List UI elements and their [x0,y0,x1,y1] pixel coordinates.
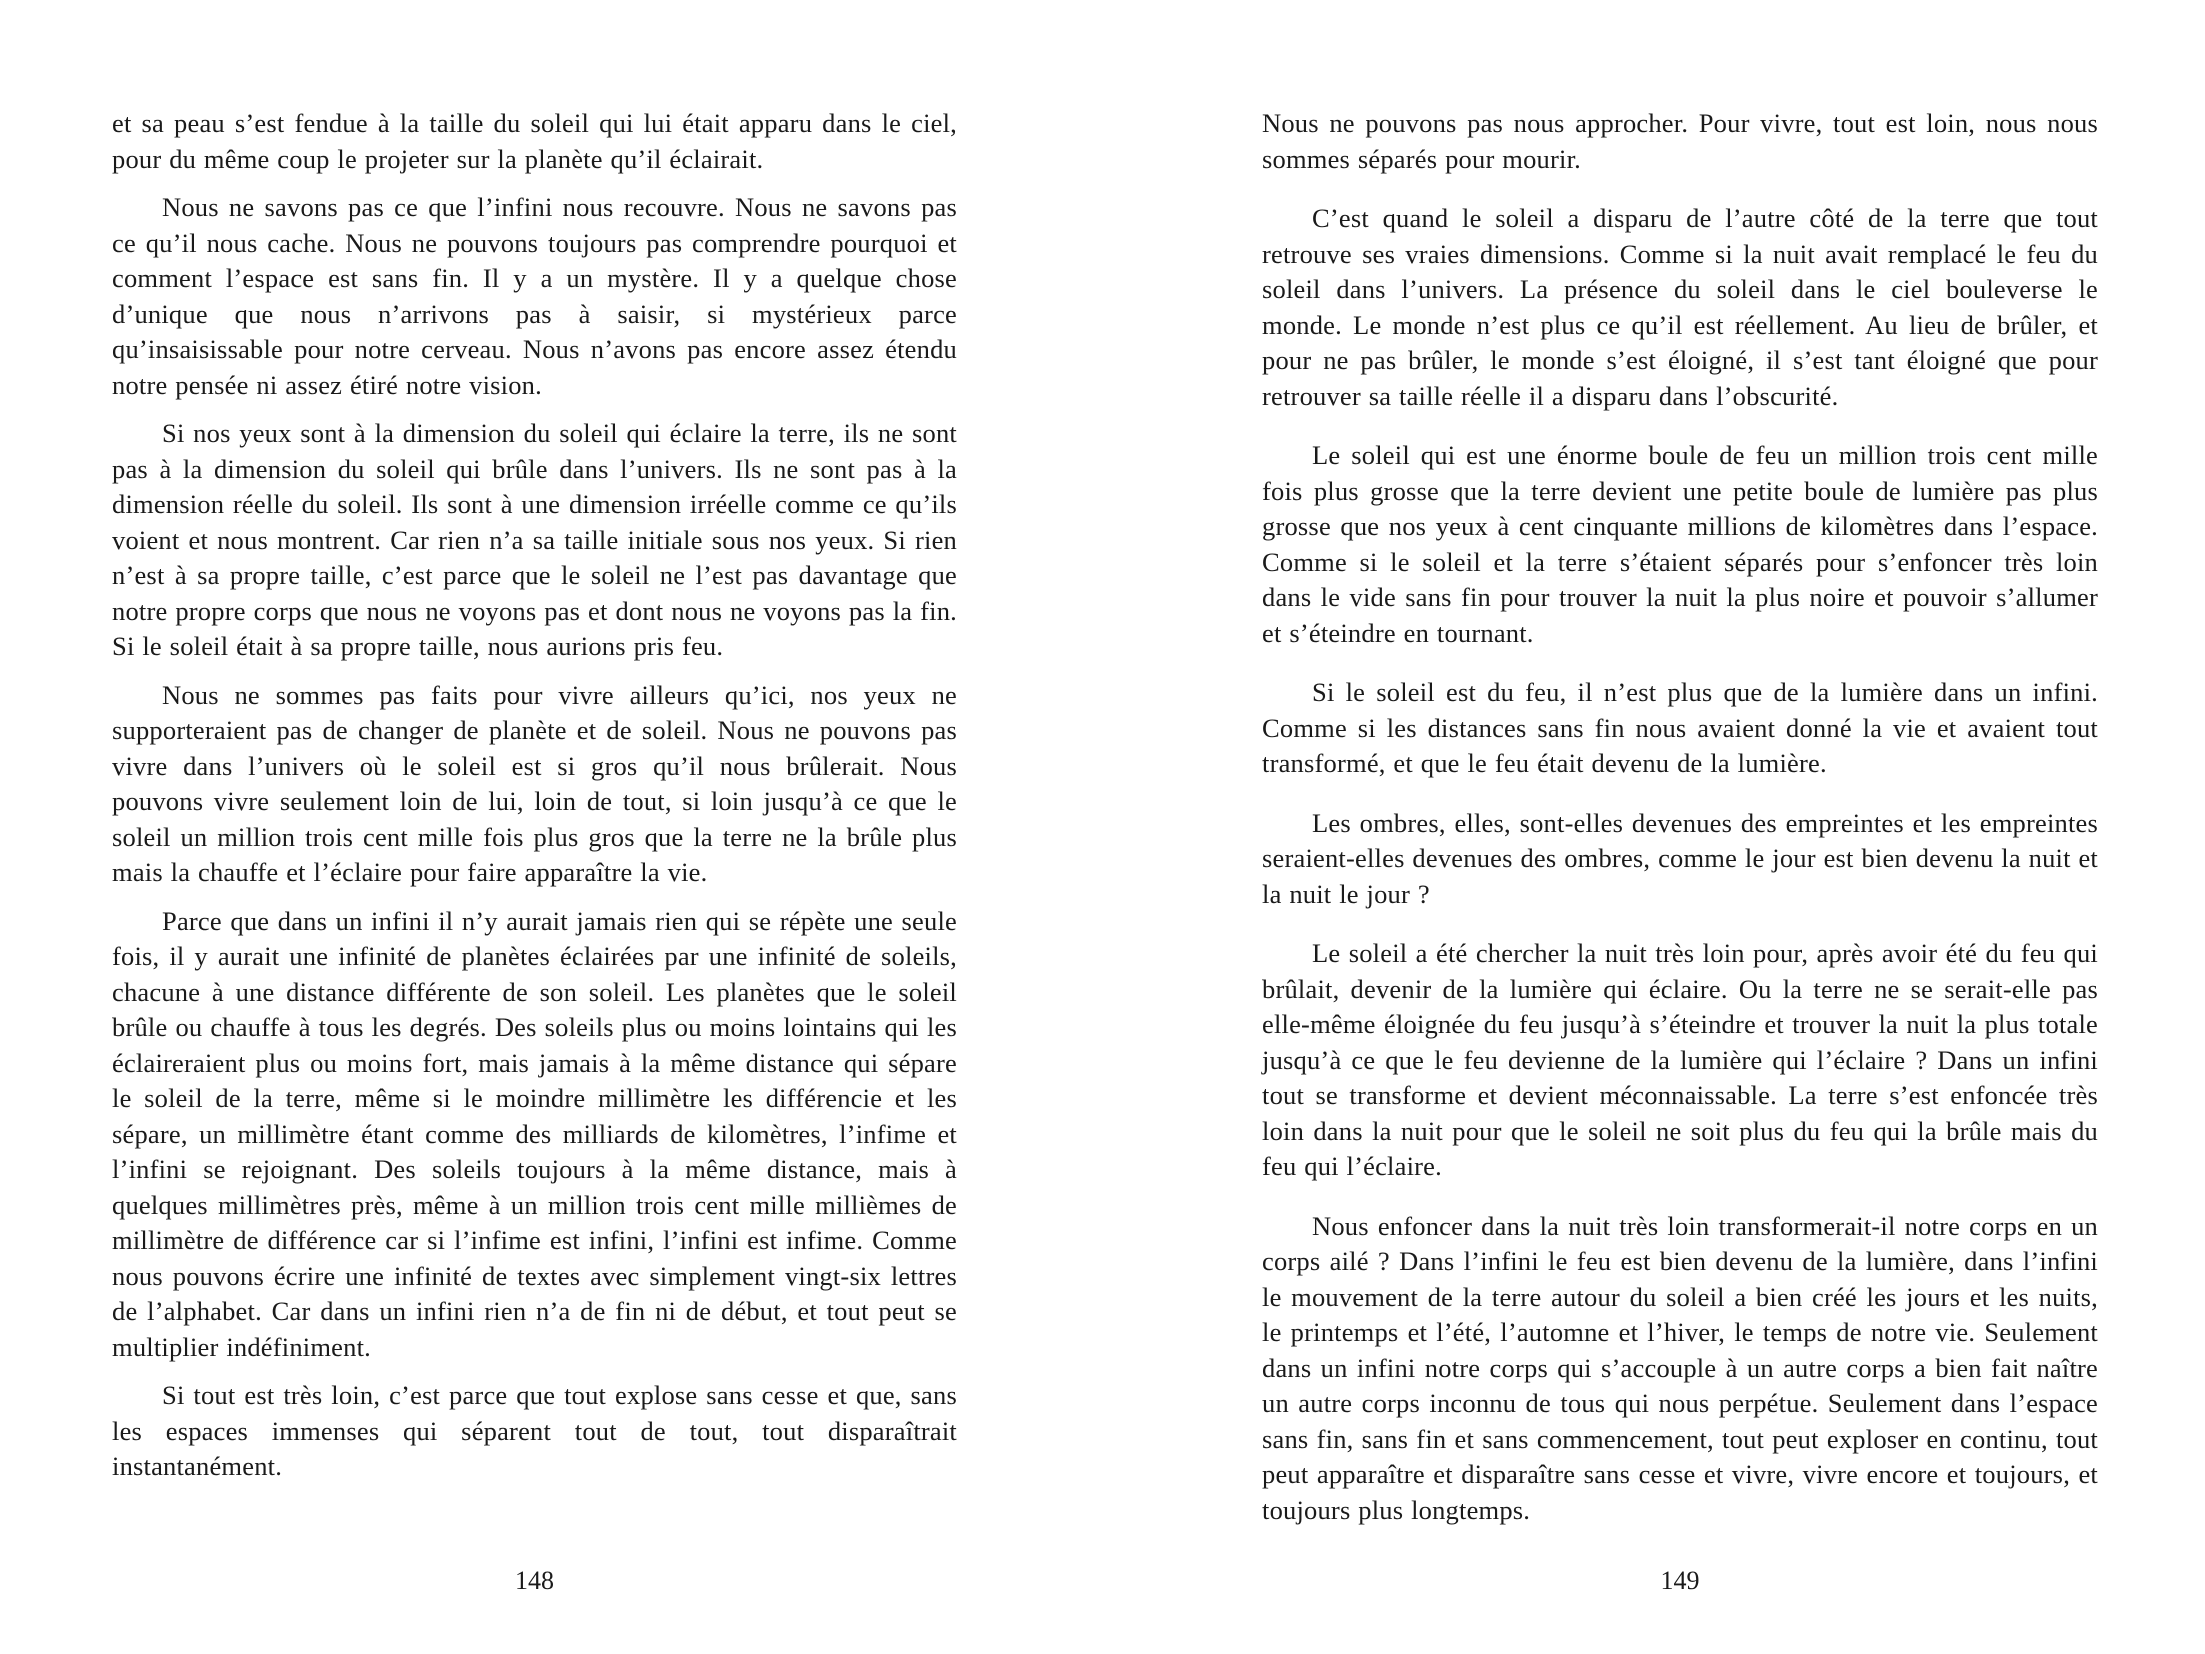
paragraph: Si le soleil est du feu, il n’est plus que de la lumière dans un infini. Comme si les distances sans fin nous avaient donné la vie et avaient tout transformé, et que le feu était devenu de la lumière. [1262,677,2098,778]
page-left [112,0,957,1654]
paragraph: C’est quand le soleil a disparu de l’autre côté de la terre que tout retrouve ses vraies dimensions. Comme si la nuit avait remplacé le feu du soleil dans l’univers. La présence du soleil dans le ciel bouleverse le monde. Le monde n’est plus ce qu’il est réellement. Au lieu de brûler, et pour ne pas brûler, le monde s’est éloigné, il s’est tant éloigné que pour retrouver sa taille réelle il a disparu dans l’obscurité. [1262,203,2098,411]
paragraph: Nous enfoncer dans la nuit très loin transformerait-il notre corps en un corps ailé ? Dans l’infini le feu est bien devenu de la lumière, dans l’infini le mouvement de la terre autour du soleil a bien créé les jours et les nuits, le printemps et l’été, l’automne et l’hiver, le temps de notre vie. Seulement dans un infini notre corps qui s’accouple à un autre corps a bien fait naître un autre corps inconnu de tous qui nous perpétue. Seulement dans l’espace sans fin, sans fin et sans commencement, tout peut exploser en continu, tout peut apparaître et disparaître sans cesse et vivre, vivre encore et toujours, et toujours plus longtemps. [1262,1210,2098,1525]
page-number-right: 149 [1660,1566,1700,1595]
paragraph: et sa peau s’est fendue à la taille du soleil qui lui était apparu dans le ciel, pour du même coup le projeter sur la planète qu’il éclairait. [112,108,957,174]
paragraph: Le soleil qui est une énorme boule de feu un million trois cent mille fois plus grosse que la terre devient une petite boule de lumière pas plus grosse que nos yeux à cent cinquante millions de kilomètres dans l’espace. Comme si le soleil et la terre s’étaient séparés pour s’enfoncer très loin dans le vide sans fin pour trouver la nuit la plus noire et pouvoir s’allumer et s’éteindre en tournant. [1262,440,2098,648]
paragraph: Si tout est très loin, c’est parce que tout explose sans cesse et que, sans les espaces immenses qui séparent tout de tout, tout disparaîtrait instantanément. [112,1380,957,1481]
paragraph: Le soleil a été chercher la nuit très loin pour, après avoir été du feu qui brûlait, devenir de la lumière qui éclaire. Ou la terre ne se serait-elle pas elle-même éloignée du feu jusqu’à s’éteindre et trouver la nuit la plus totale jusqu’à ce que le feu devienne de la lumière qui l’éclaire ? Dans un infini tout se transforme et devient méconnaissable. La terre s’est enfoncée très loin dans la nuit pour que le soleil ne soit plus du feu qui la brûle mais du feu qui l’éclaire. [1262,938,2098,1181]
page-number-left: 148 [515,1566,554,1595]
page-left-text-block [112,106,957,1485]
paragraph: Nous ne sommes pas faits pour vivre ailleurs qu’ici, nos yeux ne supporteraient pas de changer de planète et de soleil. Nous ne pouvons pas vivre dans l’univers où le soleil est si gros qu’il nous brûlerait. Nous pouvons vivre seulement loin de lui, loin de tout, si loin jusqu’à ce que le soleil un million trois cent mille fois plus gros que la terre ne la brûle plus mais la chauffe et l’éclaire pour faire apparaître la vie. [112,679,957,887]
paragraph: Parce que dans un infini il n’y aurait jamais rien qui se répète une seule fois, il y aurait une infinité de planètes éclairées par une infinité de soleils, chacune à une distance différente de son soleil. Les planètes que le soleil brûle ou chauffe à tous les degrés. Des soleils plus ou moins lointains qui les éclaireraient plus ou moins fort, mais jamais à la même distance qui sépare le soleil de la terre, même si le moindre millimètre les différencie et les sépare, un millimètre étant comme des milliards de kilomètres, l’infime et l’infini se rejoignant. Des soleils toujours à la même distance, mais à quelques millimètres près, même à un million trois cent mille millièmes de millimètre de différence car si l’infime est infini, l’infini est infime. Comme nous pouvons écrire une infinité de textes avec simplement vingt-six lettres de l’alphabet. Car dans un infini rien n’a de fin ni de début, et tout peut se multiplier indéfiniment. [112,905,957,1362]
page-right-text-block [1262,106,2098,1528]
page-right [1262,0,2098,1654]
paragraph: Nous ne pouvons pas nous approcher. Pour vivre, tout est loin, nous nous sommes séparés pour mourir. [1262,108,2098,174]
paragraph: Si nos yeux sont à la dimension du soleil qui éclaire la terre, ils ne sont pas à la dimension du soleil qui brûle dans l’univers. Ils ne sont pas à la dimension réelle du soleil. Ils sont à une dimension irréelle comme ce qu’ils voient et nous montrent. Car rien n’a sa taille initiale sous nos yeux. Si rien n’est à sa propre taille, c’est parce que le soleil ne l’est pas davantage que notre propre corps que nous ne voyons pas et dont nous ne voyons pas la fin. Si le soleil était à sa propre taille, nous aurions pris feu. [112,418,957,661]
paragraph: Les ombres, elles, sont-elles devenues des empreintes et les empreintes seraient-elles devenues des ombres, comme le jour est bien devenu la nuit et la nuit le jour ? [1262,807,2098,909]
paragraph: Nous ne savons pas ce que l’infini nous recouvre. Nous ne savons pas ce qu’il nous cache. Nous ne pouvons toujours pas comprendre pourquoi et comment l’espace est sans fin. Il y a un mystère. Il y a quelque chose d’unique que nous n’arrivons pas à saisir, si mystérieux parce qu’insaisissable pour notre cerveau. Nous n’avons pas encore assez étendu notre pensée ni assez étiré notre vision. [112,192,957,400]
